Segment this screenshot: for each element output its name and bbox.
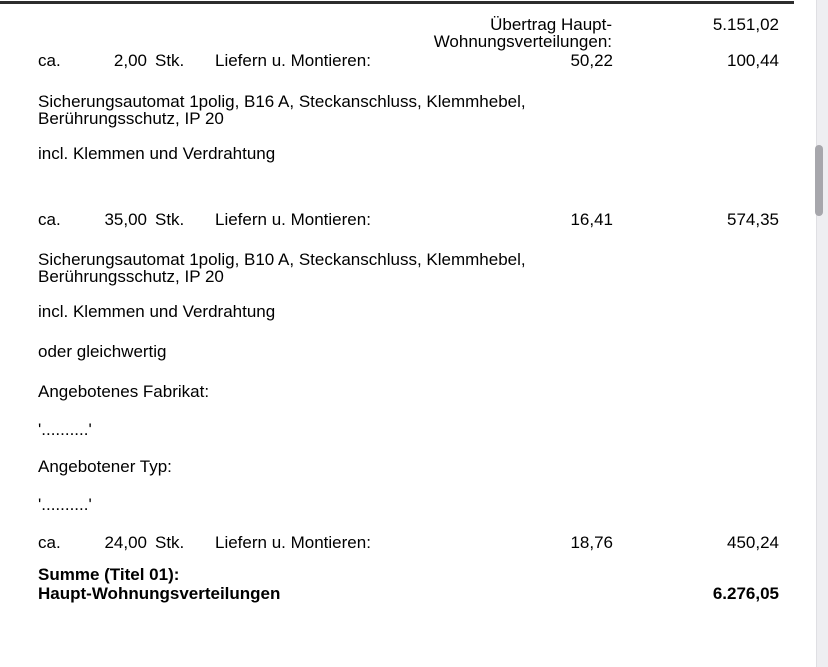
unit-label: Stk. <box>155 51 185 70</box>
approx-label: ca. <box>38 210 61 229</box>
item-row <box>0 211 794 229</box>
carryover-row <box>0 15 794 51</box>
item-row <box>0 534 794 552</box>
unit-price: 16,41 <box>570 210 613 229</box>
line-total: 574,35 <box>727 210 779 229</box>
unit-price: 50,22 <box>570 51 613 70</box>
item-row <box>0 52 794 70</box>
quantity-value: 2,00 <box>113 51 147 70</box>
approx-label: ca. <box>38 533 61 552</box>
item-description-line: Berührungsschutz, IP 20 <box>38 109 224 128</box>
line-total: 100,44 <box>727 51 779 70</box>
type-placeholder-value: '..........' <box>38 495 92 514</box>
quantity-value: 24,00 <box>104 533 147 552</box>
vertical-scrollbar-track[interactable] <box>816 0 828 667</box>
item-description-line: Berührungsschutz, IP 20 <box>38 267 224 286</box>
vertical-scrollbar-thumb[interactable] <box>815 145 823 216</box>
brand-placeholder-value: '..........' <box>38 420 92 439</box>
carryover-label: Übertrag Haupt-Wohnungsverteilungen: <box>433 15 612 51</box>
item-description-line: Sicherungsautomat 1polig, B10 A, Steckanschluss, Klemmhebel, <box>38 250 526 269</box>
item-note: incl. Klemmen und Verdrahtung <box>38 144 276 163</box>
action-label: Liefern u. Montieren: <box>215 210 371 229</box>
unit-price: 18,76 <box>570 533 613 552</box>
quantity-value: 35,00 <box>104 210 147 229</box>
item-description-line: Sicherungsautomat 1polig, B16 A, Steckanschluss, Klemmhebel, <box>38 92 526 111</box>
type-label: Angebotener Typ: <box>38 457 172 476</box>
summary-title-line: Summe (Titel 01): <box>38 565 180 584</box>
action-label: Liefern u. Montieren: <box>215 51 371 70</box>
approx-label: ca. <box>38 51 61 70</box>
unit-label: Stk. <box>155 210 185 229</box>
item-note: incl. Klemmen und Verdrahtung <box>38 302 276 321</box>
summary-title-line: Haupt-Wohnungsverteilungen <box>38 584 281 603</box>
horizontal-rule <box>0 1 794 4</box>
brand-label: Angebotenes Fabrikat: <box>38 382 210 401</box>
action-label: Liefern u. Montieren: <box>215 533 371 552</box>
summary-total-amount: 6.276,05 <box>712 584 779 603</box>
carryover-amount: 5.151,02 <box>712 15 779 34</box>
unit-label: Stk. <box>155 533 185 552</box>
line-total: 450,24 <box>727 533 779 552</box>
equivalence-note: oder gleichwertig <box>38 342 167 361</box>
